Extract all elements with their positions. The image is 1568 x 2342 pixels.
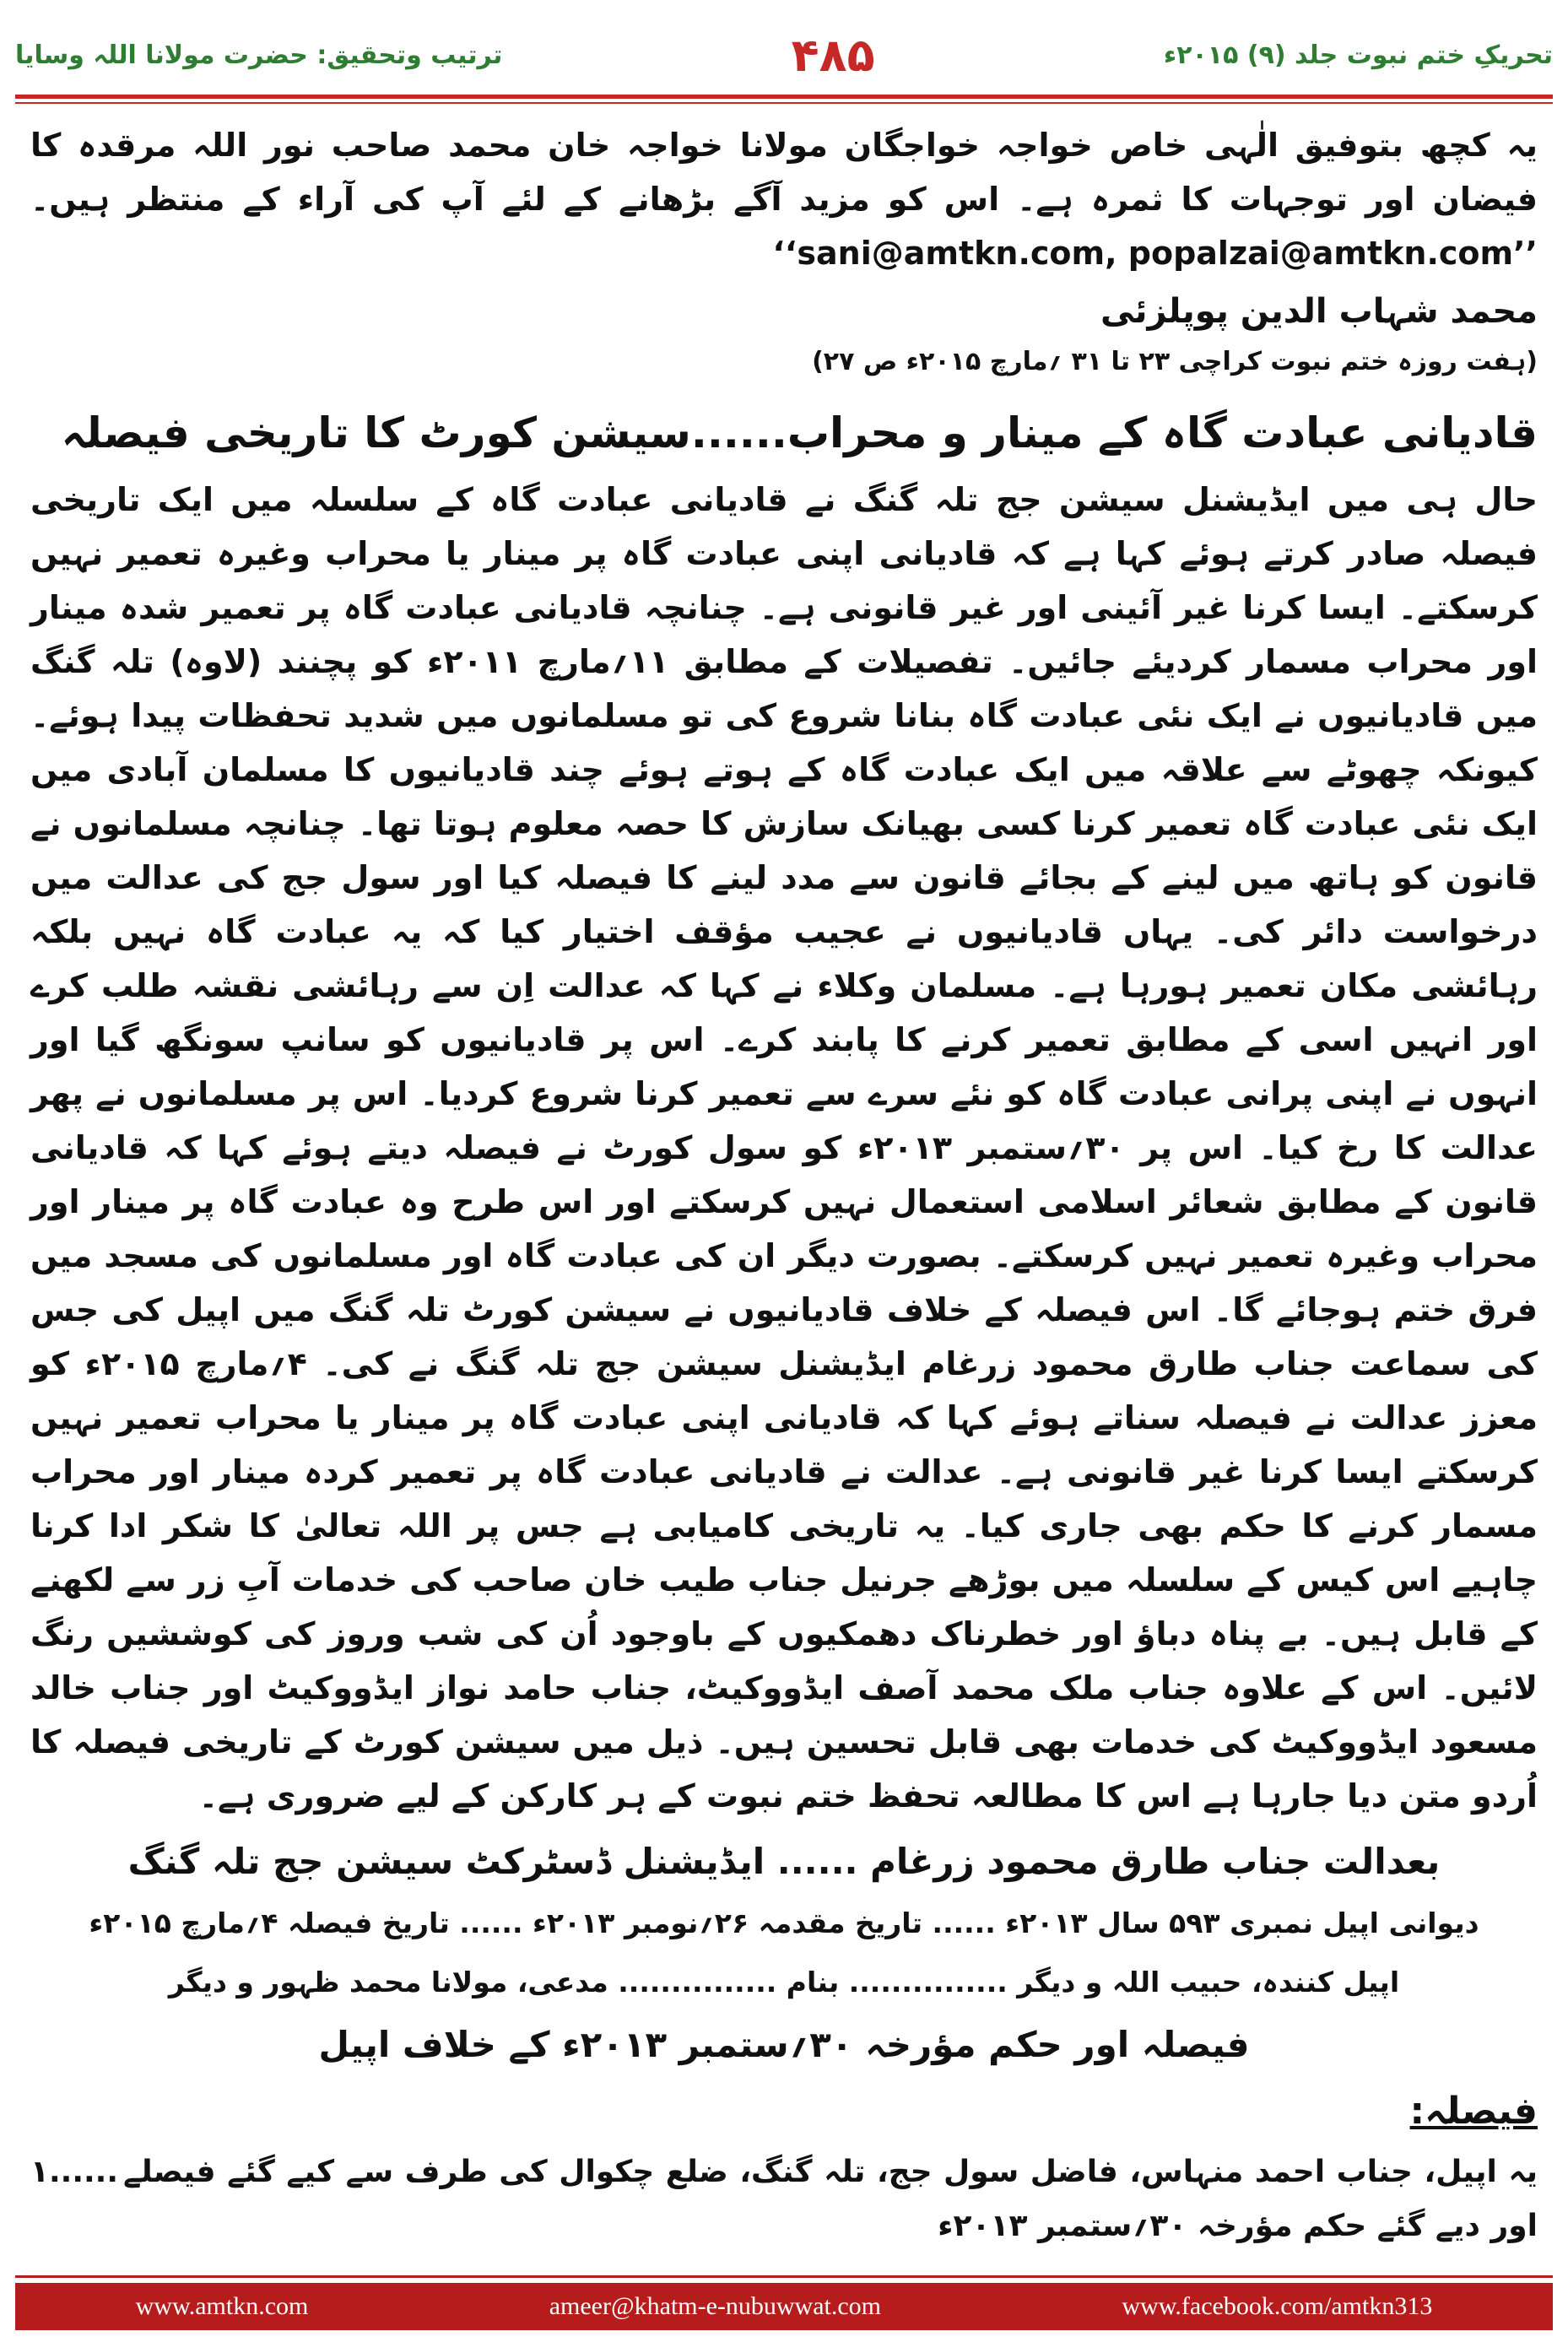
source-reference: (ہفت روزہ ختم نبوت کراچی ۲۳ تا ۳۱ ؍مارچ ۲۰۱۵ء ص ۲۷) [812,347,1538,376]
intro-paragraph: یہ کچھ بتوفیق الٰہی خاص خواجہ خواجگان مولانا خواجہ خان محمد صاحب نور اللہ مرقدہ کا فیضان اور توجہات کا ثمرہ ہے۔ اس کو مزید آگے بڑھانے کے لئے آپ کی آراء کے منتظر ہیں۔ ’’sani@amtkn.com, popalzai@amtkn.com‘‘ [30,127,1538,272]
email-link[interactable]: ameer@khatm-e-nubuwwat.com [549,2292,882,2320]
appeal-title: فیصلہ اور حکم مؤرخہ ۳۰؍ستمبر ۲۰۱۳ء کے خلاف اپیل [318,2024,1250,2065]
page-footer [15,2283,1553,2330]
page-content [30,118,1538,2253]
decision-item-number: ۱...... [30,2155,119,2189]
decision-item [30,2145,1538,2253]
case-details: دیوانی اپیل نمبری ۵۹۳ سال ۲۰۱۳ء ...... تاریخ مقدمہ ۲۶؍نومبر ۲۰۱۳ء ...... تاریخ فیصلہ ۴؍مارچ ۲۰۱۵ء [89,1907,1479,1939]
book-title: تحریکِ ختم نبوت جلد (۹) ۲۰۱۵ء [1163,40,1553,70]
page-header [15,17,1553,93]
decision-label: فیصلہ: [1409,2090,1538,2133]
footer-divider [15,2275,1553,2278]
parties-line: اپیل کنندہ، حبیب اللہ و دیگر ............... بنام ............... مدعی، مولانا محمد ظہور و دیگر [168,1966,1400,1999]
header-divider [15,95,1553,99]
article-heading: قادیانی عبادت گاہ کے مینار و محراب......سیشن کورٹ کا تاریخی فیصلہ [61,408,1538,457]
article-body: حال ہی میں ایڈیشنل سیشن جج تلہ گنگ نے قادیانی عبادت گاہ کے سلسلہ میں ایک تاریخی فیصلہ صادر کرتے ہوئے کہا ہے کہ قادیانی اپنی عبادت گاہ پر مینار یا محراب وغیرہ تعمیر نہیں کرسکتے۔ ایسا کرنا غیر آئینی اور غیر قانونی ہے۔ چنانچہ قادیانی عبادت گاہ پر تعمیر شدہ مینار اور محراب مسمار کردیئے جائیں۔ تفصیلات کے مطابق ۱۱؍مارچ ۲۰۱۱ء کو پچنند (لاوہ) تلہ گنگ میں قادیانیوں نے ایک نئی عبادت گاہ بنانا شروع کی تو مسلمانوں میں شدید تحفظات پیدا ہوئے۔ کیونکہ چھوٹے سے علاقہ میں ایک عبادت گاہ کے ہوتے ہوئے چند قادیانیوں کا مسلمان آبادی میں ایک نئی عبادت گاہ تعمیر کرنا کسی بھیانک سازش کا حصہ معلوم ہوتا تھا۔ چنانچہ مسلمانوں نے قانون کو ہاتھ میں لینے کے بجائے قانون سے مدد لینے کا فیصلہ کیا اور سول جج کی عدالت میں درخواست دائر کی۔ یہاں قادیانیوں نے عجیب مؤقف اختیار کیا کہ یہ عبادت گاہ نہیں بلکہ رہائشی مکان تعمیر ہورہا ہے۔ مسلمان وکلاء نے کہا کہ عدالت اِن سے رہائشی نقشہ طلب کرے اور انہیں اسی کے مطابق تعمیر کرنے کا پابند کرے۔ اس پر قادیانیوں کو سانپ سونگھ گیا اور انہوں نے اپنی پرانی عبادت گاہ کو نئے سرے سے تعمیر کرنا شروع کردیا۔ اس پر مسلمانوں نے پھر عدالت کا رخ کیا۔ اس پر ۳۰؍ستمبر ۲۰۱۳ء کو سول کورٹ نے فیصلہ دیتے ہوئے کہا کہ قادیانی قانون کے مطابق شعائر اسلامی استعمال نہیں کرسکتے اور اس طرح وہ عبادت گاہ پر مینار اور محراب وغیرہ تعمیر نہیں کرسکتے۔ بصورت دیگر ان کی عبادت گاہ اور مسلمانوں کی مسجد میں فرق ختم ہوجائے گا۔ اس فیصلہ کے خلاف قادیانیوں نے سیشن کورٹ تلہ گنگ میں اپیل کی جس کی سماعت جناب طارق محمود زرغام ایڈیشنل سیشن جج تلہ گنگ نے کی۔ ۴؍مارچ ۲۰۱۵ء کو معزز عدالت نے فیصلہ سناتے ہوئے کہا کہ قادیانی اپنی عبادت گاہ پر مینار یا محراب تعمیر نہیں کرسکتے ایسا کرنا غیر قانونی ہے۔ عدالت نے قادیانی عبادت گاہ پر تعمیر کردہ مینار اور محراب مسمار کرنے کا حکم بھی جاری کیا۔ یہ تاریخی کامیابی ہے جس پر اللہ تعالیٰ کا شکر ادا کرنا چاہیے اس کیس کے سلسلہ میں بوڑھے جرنیل جناب طیب خان صاحب کی خدمات آبِ زر سے لکھنے کے قابل ہیں۔ بے پناہ دباؤ اور خطرناک دھمکیوں کے باوجود اُن کی شب وروز کی کوششیں رنگ لائیں۔ اس کے علاوہ جناب ملک محمد آصف ایڈووکیٹ، جناب حامد نواز ایڈووکیٹ اور جناب خالد مسعود ایڈووکیٹ کی خدمات بھی قابل تحسین ہیں۔ ذیل میں سیشن کورٹ کے تاریخی فیصلہ کا اُردو متن دیا جارہا ہے اس کا مطالعہ تحفظ ختم نبوت کے ہر کارکن کے لیے ضروری ہے۔ [30,481,1538,1815]
website-link[interactable]: www.amtkn.com [135,2292,309,2320]
author-signature: محمد شہاب الدین پوپلزئی [1100,292,1538,331]
page-number: ۴۸۵ [791,28,875,82]
compiler-credit: ترتیب وتحقیق: حضرت مولانا اللہ وسایا [15,40,503,70]
header-divider-thin [15,102,1553,104]
court-line: بعدالت جناب طارق محمود زرغام ...... ایڈیشنل ڈسٹرکٹ سیشن جج تلہ گنگ [127,1841,1441,1882]
facebook-link[interactable]: www.facebook.com/amtkn313 [1122,2292,1433,2320]
decision-item-text: یہ اپیل، جناب احمد منہاس، فاضل سول جج، تلہ گنگ، ضلع چکوال کی طرف سے کیے گئے فیصلے اور دیے گئے حکم مؤرخہ ۳۰؍ستمبر ۲۰۱۳ء [123,2155,1538,2243]
